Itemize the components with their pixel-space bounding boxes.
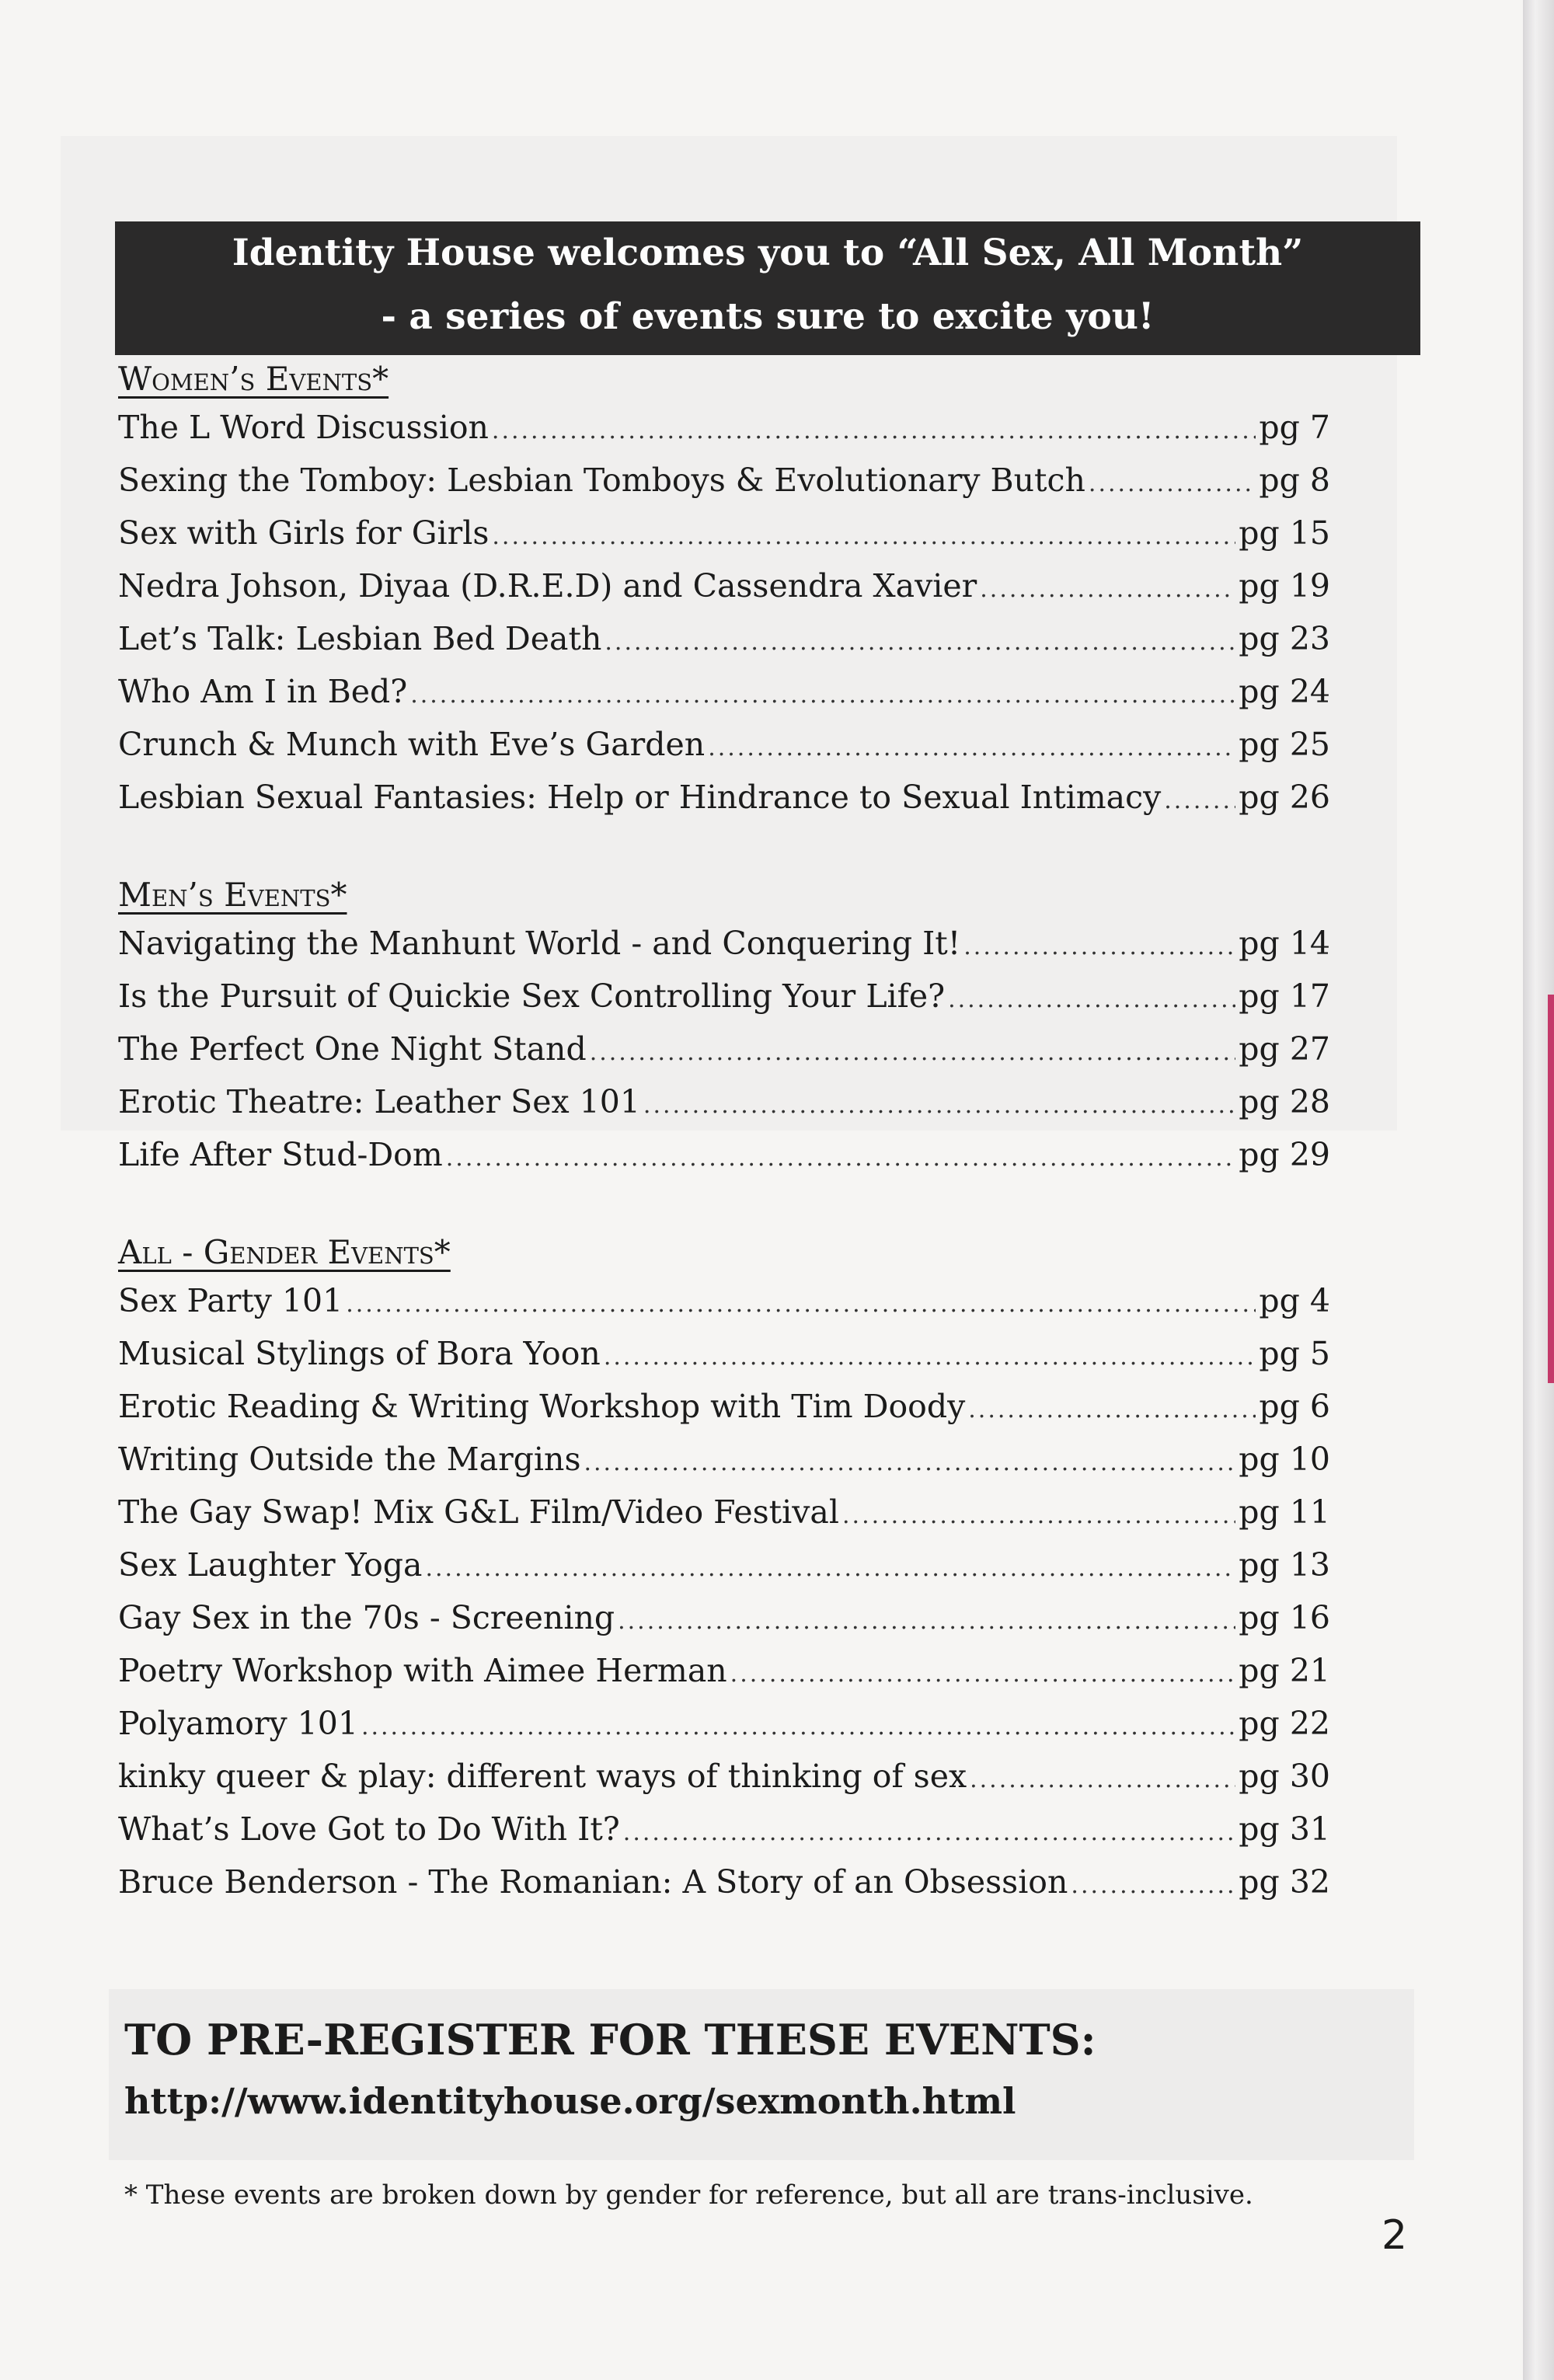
event-row	[118, 1486, 1330, 1538]
event-title: Life After Stud-Dom	[118, 1136, 443, 1173]
dot-leader	[425, 1542, 1235, 1595]
event-row	[118, 1274, 1330, 1327]
event-row	[118, 1538, 1330, 1591]
dot-leader	[968, 1384, 1256, 1437]
event-index	[118, 357, 1330, 1908]
event-title: What’s Love Got to Do With It?	[118, 1810, 620, 1848]
event-title: Navigating the Manhunt World - and Conquering It!	[118, 925, 961, 962]
event-page: pg 26	[1239, 779, 1330, 816]
event-title: Nedra Johson, Diyaa (D.R.E.D) and Cassendra Xavier	[118, 567, 977, 605]
event-page: pg 5	[1259, 1335, 1330, 1372]
event-title: Is the Pursuit of Quickie Sex Controlling Your Life?	[118, 977, 946, 1015]
welcome-banner	[115, 221, 1420, 355]
event-page: pg 25	[1239, 726, 1330, 763]
event-title: Lesbian Sexual Fantasies: Help or Hindrance to Sexual Intimacy	[118, 779, 1162, 816]
dot-leader	[980, 563, 1235, 616]
dot-leader	[842, 1490, 1235, 1542]
event-title: Polyamory 101	[118, 1705, 358, 1742]
dot-leader	[618, 1595, 1235, 1648]
event-row	[118, 1591, 1330, 1644]
event-page: pg 23	[1239, 620, 1330, 657]
event-section	[118, 1231, 1330, 1908]
event-page: pg 19	[1239, 567, 1330, 605]
event-title: Poetry Workshop with Aimee Herman	[118, 1652, 727, 1689]
event-page: pg 11	[1239, 1493, 1330, 1531]
section-heading: Men’s Events*	[118, 876, 347, 914]
event-title: Sex Party 101	[118, 1282, 343, 1319]
event-row	[118, 1750, 1330, 1803]
event-page: pg 14	[1239, 925, 1330, 962]
event-page: pg 29	[1239, 1136, 1330, 1173]
section-heading: Women’s Events*	[118, 360, 389, 398]
event-row	[118, 1697, 1330, 1750]
event-page: pg 21	[1239, 1652, 1330, 1689]
event-title: Erotic Reading & Writing Workshop with Tim Doody	[118, 1388, 966, 1425]
dot-leader	[948, 974, 1235, 1026]
dot-leader	[730, 1648, 1236, 1701]
event-title: Erotic Theatre: Leather Sex 101	[118, 1083, 640, 1120]
event-row	[118, 718, 1330, 771]
dot-leader	[643, 1079, 1235, 1132]
event-row	[118, 1128, 1330, 1181]
event-row	[118, 507, 1330, 559]
event-page: pg 16	[1239, 1599, 1330, 1636]
event-page: pg 22	[1239, 1705, 1330, 1742]
pre-register-block	[124, 2009, 1406, 2128]
dot-leader	[1089, 458, 1256, 510]
event-row	[118, 970, 1330, 1023]
event-row	[118, 1380, 1330, 1433]
dot-leader	[584, 1437, 1235, 1490]
event-page: pg 31	[1239, 1810, 1330, 1848]
event-page: pg 13	[1239, 1546, 1330, 1584]
event-title: The Gay Swap! Mix G&L Film/Video Festival	[118, 1493, 839, 1531]
event-title: Sex with Girls for Girls	[118, 514, 490, 552]
event-page: pg 8	[1259, 462, 1330, 499]
event-page: pg 27	[1239, 1030, 1330, 1068]
event-page: pg 10	[1239, 1441, 1330, 1478]
event-page: pg 4	[1259, 1282, 1330, 1319]
banner-line-1: Identity House welcomes you to “All Sex, All Month”	[232, 232, 1304, 274]
section-heading: All - Gender Events*	[118, 1233, 451, 1271]
event-page: pg 15	[1239, 514, 1330, 552]
event-page: pg 7	[1259, 409, 1330, 446]
event-title: Bruce Benderson - The Romanian: A Story of an Obsession	[118, 1863, 1068, 1901]
banner-line-2: - a series of events sure to excite you!	[381, 295, 1155, 338]
event-title: The L Word Discussion	[118, 409, 489, 446]
event-section	[118, 357, 1330, 824]
event-row	[118, 1856, 1330, 1908]
pre-register-url[interactable]: http://www.identityhouse.org/sexmonth.html	[124, 2080, 1016, 2122]
event-title: Writing Outside the Margins	[118, 1441, 581, 1478]
event-title: Gay Sex in the 70s - Screening	[118, 1599, 615, 1636]
event-row	[118, 917, 1330, 970]
dot-leader	[605, 616, 1235, 669]
event-page: pg 30	[1239, 1758, 1330, 1795]
event-page: pg 17	[1239, 977, 1330, 1015]
event-row	[118, 1023, 1330, 1075]
dot-leader	[492, 510, 1235, 563]
event-row	[118, 1644, 1330, 1697]
event-row	[118, 665, 1330, 718]
dot-leader	[492, 405, 1256, 458]
event-title: Who Am I in Bed?	[118, 673, 408, 710]
dot-leader	[361, 1701, 1235, 1754]
dot-leader	[446, 1132, 1236, 1185]
event-row	[118, 1433, 1330, 1486]
dot-leader	[1071, 1859, 1235, 1912]
event-title: Let’s Talk: Lesbian Bed Death	[118, 620, 602, 657]
event-row	[118, 559, 1330, 612]
footnote: * These events are broken down by gender for reference, but all are trans-inclusive.	[124, 2180, 1253, 2211]
dot-leader	[963, 921, 1235, 974]
event-section	[118, 873, 1330, 1181]
event-page: pg 24	[1239, 673, 1330, 710]
dot-leader	[708, 722, 1235, 775]
dot-leader	[1164, 775, 1235, 828]
event-title: Crunch & Munch with Eve’s Garden	[118, 726, 706, 763]
dot-leader	[970, 1754, 1235, 1807]
event-page: pg 32	[1239, 1863, 1330, 1901]
event-title: Sexing the Tomboy: Lesbian Tomboys & Evolutionary Butch	[118, 462, 1085, 499]
event-title: The Perfect One Night Stand	[118, 1030, 587, 1068]
pre-register-title: TO PRE-REGISTER FOR THESE EVENTS:	[124, 2015, 1096, 2065]
dot-leader	[623, 1807, 1236, 1859]
pink-edge-strip	[1548, 995, 1554, 1383]
event-row	[118, 1803, 1330, 1856]
event-row	[118, 612, 1330, 665]
event-row	[118, 401, 1330, 454]
event-title: kinky queer & play: different ways of thinking of sex	[118, 1758, 967, 1795]
dot-leader	[410, 669, 1235, 722]
event-row	[118, 1075, 1330, 1128]
dot-leader	[346, 1278, 1256, 1331]
event-title: Sex Laughter Yoga	[118, 1546, 423, 1584]
event-page: pg 28	[1239, 1083, 1330, 1120]
dot-leader	[604, 1331, 1256, 1384]
event-row	[118, 1327, 1330, 1380]
dot-leader	[590, 1026, 1236, 1079]
event-row	[118, 454, 1330, 507]
event-title: Musical Stylings of Bora Yoon	[118, 1335, 601, 1372]
event-page: pg 6	[1259, 1388, 1330, 1425]
event-row	[118, 771, 1330, 824]
page-number: 2	[1382, 2212, 1408, 2259]
